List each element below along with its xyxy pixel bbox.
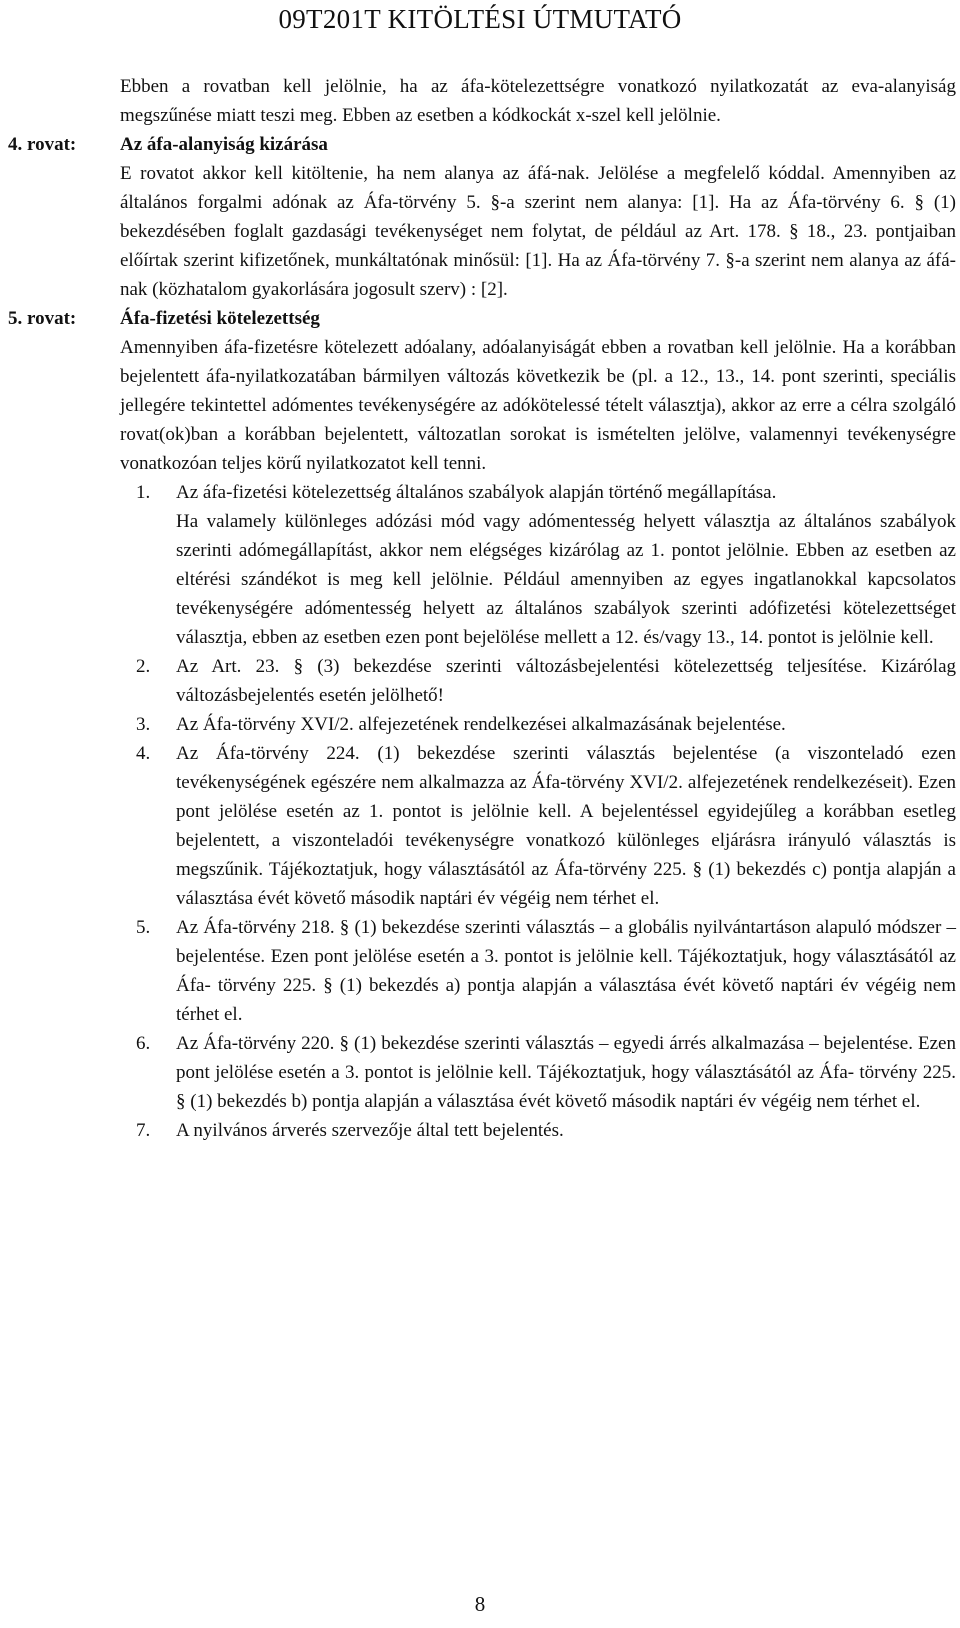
rovat-5-section [0, 304, 960, 1145]
list-item [120, 1029, 956, 1116]
intro-paragraph: Ebben a rovatban kell jelölnie, ha az áfa-kötelezettségre vonatkozó nyilatkozatát az eva-alanyiság megszűnése miatt teszi meg. Ebben az esetben a kódkockát x-szel kell jelölnie. [120, 76, 956, 126]
list-item-text: Az Áfa-törvény 220. § (1) bekezdése szerinti választás – egyedi árrés alkalmazása – bejelentése. Ezen pont jelölése esetén a 3. pontot is jelölnie kell. Tájékoztatjuk, hogy választásától az Áfa- törvény 225. § (1) bekezdés b) pontja alapján a választása évét követő második naptári év végéig nem térhet el. [176, 1033, 956, 1112]
rovat-4-label: 4. rovat: [8, 134, 77, 155]
list-item-number: 4. [136, 743, 151, 764]
list-item-number: 7. [136, 1120, 151, 1141]
list-item-text: A nyilvános árverés szervezője által tett bejelentés. [176, 1120, 564, 1141]
rovat-4-body: E rovatot akkor kell kitöltenie, ha nem alanya az áfá-nak. Jelölése a megfelelő kóddal. Amennyiben az általános forgalmi adónak az Áfa-törvény 5. §-a szerint nem alanya: [1]. Ha az Áfa-törvény 6. § (1) bekezdésében foglalt gazdasági tevékenységet nem folytat, de például az Art. 178. § 18., 23. pontjaiban előírtak szerint kifizetőnek, munkáltatónak minősül: [1]. Ha az Áfa-törvény 7. §-a szerint nem alanya az áfá-nak (közhatalom gyakorlására jogosult szerv) : [2]. [120, 163, 956, 300]
list-item-text: Az Áfa-törvény 224. (1) bekezdése szerinti választás bejelentése (a viszonteladó ezen tevékenységének egészére nem alkalmazza az Áfa-törvény XVI/2. alfejezetének rendelkezéseit). Ezen pont jelölése esetén az 1. pontot is jelölnie kell. A bejelentéssel egyidejűleg a korábban esetleg bejelentett, a viszonteladói tevékenységre vonatkozó különleges eljárásra irányuló választás is megszűnik. Tájékoztatjuk, hogy választásától az Áfa-törvény 225. § (1) bekezdés c) pontja alapján a választása évét követő második naptári év végéig nem térhet el. [176, 743, 956, 909]
rovat-5-list [120, 478, 956, 1145]
list-item-extra-text: Ha valamely különleges adózási mód vagy adómentesség helyett választja az általános szabályok szerinti adómegállapítást, akkor nem elégséges kizárólag az 1. pontot jelölnie. Ebben az esetben az eltérési szándékot is meg kell jelölnie. Például amennyiben az egyes ingatlanokkal kapcsolatos tevékenységére adómentesség helyett az általános szabályok szerinti adófizetési kötelezettséget választja, ebben az esetben ezen pont bejelölése mellett a 12. és/vagy 13., 14. pontot is jelölnie kell. [176, 511, 956, 648]
list-item-text: Az Áfa-törvény XVI/2. alfejezetének rendelkezései alkalmazásának bejelentése. [176, 714, 786, 735]
list-item-number: 5. [136, 917, 151, 938]
list-item-number: 1. [136, 482, 151, 503]
page-number: 8 [474, 1592, 486, 1616]
rovat-4-heading: Az áfa-alanyiság kizárása [120, 134, 328, 155]
list-item-text: Az Áfa-törvény 218. § (1) bekezdése szerinti választás – a globális nyilvántartáson alapuló módszer – bejelentése. Ezen pont jelölése esetén a 3. pontot is jelölnie kell. Tájékoztatjuk, hogy választásától az Áfa- törvény 225. § (1) bekezdés a) pontja alapján a választása évét követő naptári év végéig nem térhet el. [176, 917, 956, 1025]
list-item-number: 6. [136, 1033, 151, 1054]
list-item-text: Az áfa-fizetési kötelezettség általános szabályok alapján történő megállapítása. [176, 482, 777, 503]
document-body [0, 72, 960, 1145]
list-item-text: Az Art. 23. § (3) bekezdése szerinti változásbejelentési kötelezettség teljesítése. Kizárólag változásbejelentés esetén jelölhető! [176, 656, 956, 706]
list-item-number: 2. [136, 656, 151, 677]
list-item [120, 478, 956, 652]
list-item [120, 710, 956, 739]
list-item [120, 1116, 956, 1145]
rovat-4-section [0, 130, 960, 304]
rovat-5-heading: Áfa-fizetési kötelezettség [120, 308, 320, 329]
page-header-title: 09T201T KITÖLTÉSI ÚTMUTATÓ [278, 4, 682, 34]
list-item [120, 913, 956, 1029]
rovat-5-body: Amennyiben áfa-fizetésre kötelezett adóalany, adóalanyiságát ebben a rovatban kell jelölnie. Ha a korábban bejelentett áfa-nyilatkozatában bármilyen változás következik be (pl. a 12., 13., 14. pont szerinti, speciális jellegére tekintettel adómentes tevékenységére az adókötelessé tételt választja), akkor az erre a célra szolgáló rovat(ok)ban a korábban bejelentett, változatlan sorokat is ismételten jelölve, valamennyi tevékenységre vonatkozóan teljes körű nyilatkozatot kell tenni. [120, 337, 956, 474]
rovat-5-label: 5. rovat: [8, 308, 77, 329]
list-item-number: 3. [136, 714, 151, 735]
list-item [120, 652, 956, 710]
list-item [120, 739, 956, 913]
